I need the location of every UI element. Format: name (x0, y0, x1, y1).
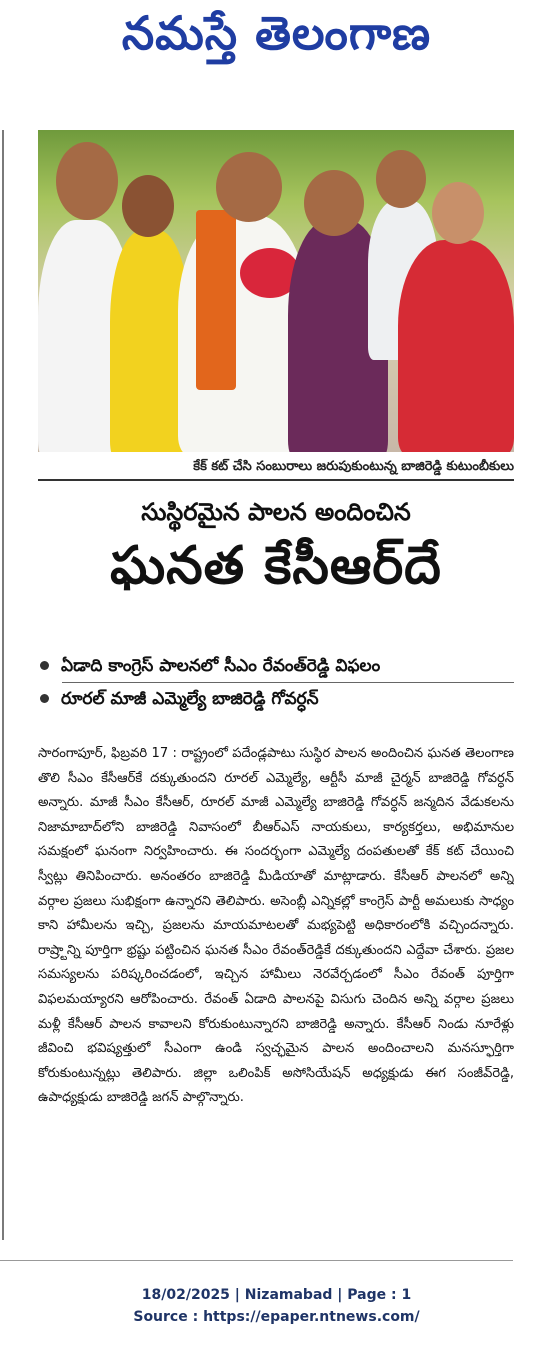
divider (0, 1260, 513, 1261)
footer-date-edition: 18/02/2025 | Nizamabad | Page : 1 (141, 1287, 412, 1303)
bullet-text: రూరల్ మాజీ ఎమ్మెల్యే బాజిరెడ్డి గోవర్ధన్ (61, 689, 319, 709)
photo-caption: కేక్ కట్ చేసి సంబురాలు జరుపుకుంటున్న బాజిరెడ్డి కుటుంబీకులు (38, 455, 514, 481)
article-body: సారంగాపూర్, ఫిబ్రవరి 17 : రాష్ట్రంలో పదేండ్లపాటు సుస్థిర పాలన అందించిన ఘనత తెలంగాణ తొలి సీఎం కేసీఆర్‌కే దక్కుతుందని రూరల్ ఎమ్మెల్యే, ఆర్టీసీ మాజీ చైర్మన్ బాజిరెడ్డి గోవర్ధన్ అన్నారు. మాజీ సీఎం కేసీఆర్, రూరల్ మాజీ ఎమ్మెల్యే బాజిరెడ్డి గోవర్ధన్ జన్మదిన వేడుకలను నిజామాబాద్‌లోని బాజిరెడ్డి నివాసంలో బీఆర్‌ఎస్ నాయకులు, కార్యకర్తలు, అభిమానుల సమక్షంలో ఘనంగా నిర్వహించారు. ఈ సందర్భంగా ఎమ్మెల్యే దంపతులతో కేక్ కట్ చేయించి స్వీట్లు తినిపించారు. అనంతరం బాజిరెడ్డి మీడియాతో మాట్లాడారు. కేసీఆర్ పాలనలో అన్ని వర్గాల ప్రజలు సుభిక్షంగా ఉన్నారని తెలిపారు. అసెంబ్లీ ఎన్నికల్లో కాంగ్రెస్ పార్టీ అమలుకు సాధ్యం కాని హామీలను ఇచ్చి, ప్రజలను మాయమాటలతో మభ్యపెట్టి అధికారంలోకి వచ్చిందన్నారు. రాష్ర్టాన్ని పూర్తిగా భ్రష్టు పట్టించిన ఘనత సీఎం రేవంత్‌రెడ్డికే దక్కుతుందని ఎద్దేవా చేశారు. ప్రజల సమస్యలను పరిష్కరించడంలో, ఇచ్చిన హామీలు నెరవేర్చడంలో సీఎం రేవంత్ పూర్తిగా విఫలమయ్యారని ఆరోపించారు. రేవంత్ ఏడాది పాలనపై విసుగు చెందిన అన్ని వర్గాల ప్రజలు మళ్లీ కేసీఆర్ పాలన కావాలని కోరుకుంటున్నారని బాజిరెడ్డి అన్నారు. కేసీఆర్ నిండు నూరేళ్లు జీవించి భవిష్యత్తులో సీఎంగా ఉండి స్వచ్ఛమైన పాలన అందించాలని మనస్ఫూర్తిగా కోరుకుంటున్నట్లు తెలిపారు. జిల్లా ఒలింపిక్ అసోసియేషన్ అధ్యక్షుడు ఈగ సంజీవ్‌రెడ్డి, ఉపాధ్యక్షుడు బాజిరెడ్డి జగన్ పాల్గొన్నారు. (38, 746, 514, 1106)
bullet-text: ఏడాది కాంగ్రెస్ పాలనలో సీఎం రేవంత్‌రెడ్డి విఫలం (61, 656, 381, 676)
masthead (0, 0, 553, 82)
column-divider (2, 130, 4, 1240)
bullet-item (38, 650, 514, 682)
bullet-item (38, 683, 514, 715)
footer (0, 1284, 553, 1328)
news-photo (38, 130, 514, 452)
headline-small: సుస్థిరమైన పాలన అందించిన (141, 498, 411, 526)
bullet-dot-icon (40, 694, 49, 703)
masthead-title: నమస్తే తెలంగాణ (121, 6, 432, 60)
footer-source: Source : https://epaper.ntnews.com/ (133, 1309, 420, 1325)
subheadline-bullets (38, 650, 514, 715)
headline-large: ఘనత కేసీఆర్‌దే (110, 536, 442, 596)
bullet-dot-icon (40, 661, 49, 670)
